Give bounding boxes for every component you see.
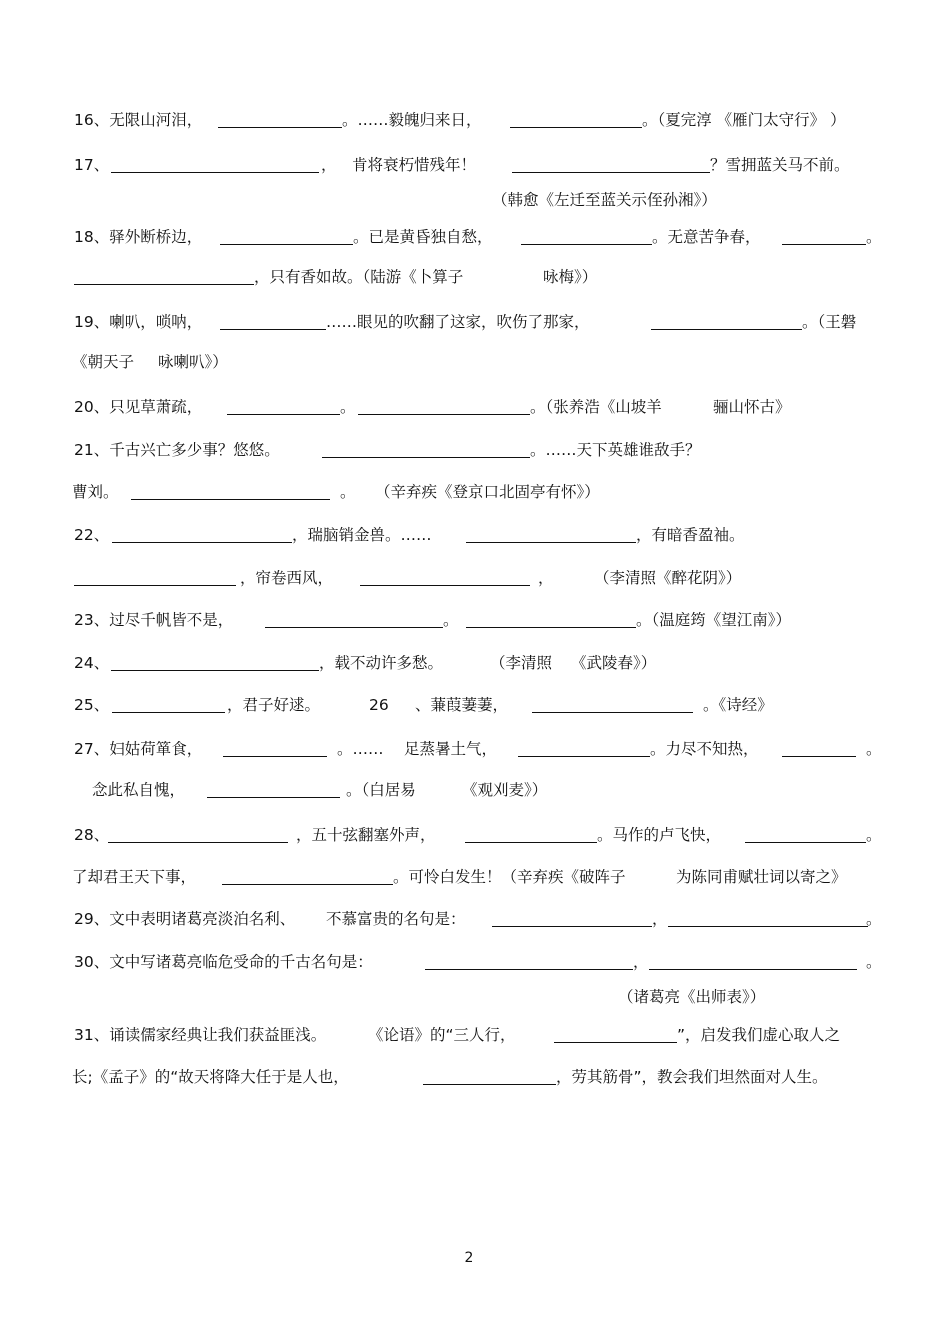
answer-blank[interactable] — [112, 712, 225, 713]
text-segment: ”，启发我们虚心取人之 — [677, 1026, 841, 1044]
text-segment: 长;《孟子》的“故天将降大任于是人也， — [72, 1068, 349, 1086]
question-18 — [0, 225, 950, 249]
text-segment: ， — [633, 953, 649, 971]
text-segment: ，有暗香盈袖。 — [636, 526, 745, 544]
answer-blank[interactable] — [223, 756, 327, 757]
text-segment: 。已是黄昏独自愁， — [353, 228, 493, 246]
text-segment: 肯将衰朽惜残年！ — [352, 156, 477, 174]
text-segment: ？雪拥蓝关马不前。 — [710, 156, 850, 174]
text-segment: ，五十弦翻塞外声， — [296, 826, 436, 844]
answer-blank[interactable] — [222, 884, 393, 885]
answer-blank[interactable] — [218, 127, 342, 128]
answer-blank[interactable] — [521, 244, 652, 245]
text-segment: 21、千古兴亡多少事？悠悠。 — [74, 441, 280, 459]
text-segment: 。 — [866, 826, 882, 844]
question-28-continued — [0, 865, 950, 889]
text-segment: 。 — [340, 398, 356, 416]
text-segment: 。（张养浩《山坡羊 — [530, 398, 662, 416]
text-segment: 。 — [866, 910, 882, 928]
answer-blank[interactable] — [112, 542, 292, 543]
text-segment: 了却君王天下事， — [72, 868, 197, 886]
answer-blank[interactable] — [207, 797, 340, 798]
text-segment: 为陈同甫赋壮词以寄之》 — [676, 868, 847, 886]
text-segment: 29、文中表明诸葛亮淡泊名利、 — [74, 910, 296, 928]
answer-blank[interactable] — [554, 1042, 677, 1043]
question-30 — [0, 950, 950, 974]
question-21-continued — [0, 480, 950, 504]
answer-blank[interactable] — [423, 1084, 556, 1085]
question-17 — [0, 153, 950, 177]
text-segment: ，只有香如故。（陆游《卜算子 — [254, 268, 464, 286]
question-24 — [0, 651, 950, 675]
answer-blank[interactable] — [425, 969, 633, 970]
text-segment: ， — [321, 156, 337, 174]
text-segment: 《观刈麦》） — [462, 781, 548, 799]
text-segment: 念此私自愧， — [92, 781, 186, 799]
answer-blank[interactable] — [358, 414, 530, 415]
answer-blank[interactable] — [649, 969, 857, 970]
question-22-continued — [0, 566, 950, 590]
answer-blank[interactable] — [668, 926, 868, 927]
text-segment: 。 — [866, 740, 882, 758]
answer-blank[interactable] — [466, 627, 636, 628]
text-segment: 。无意苦争春， — [652, 228, 761, 246]
text-segment: 骊山怀古》 — [713, 398, 791, 416]
text-segment: 16、无限山河泪， — [74, 111, 203, 129]
text-segment: 26 — [369, 696, 389, 714]
text-segment: 曹刘。 — [72, 483, 119, 501]
text-segment: 足蒸暑土气， — [404, 740, 498, 758]
text-segment: ，帘卷西风， — [240, 569, 334, 587]
text-segment: 。（王磐 — [802, 313, 857, 331]
text-segment: 31、诵读儒家经典让我们获益匪浅。 — [74, 1026, 327, 1044]
text-segment: （辛弃疾《登京口北固亭有怀》） — [375, 483, 600, 501]
text-segment: 。 — [866, 953, 882, 971]
answer-blank[interactable] — [111, 670, 319, 671]
text-segment: 27、妇姑荷箪食， — [74, 740, 203, 758]
question-19-continued — [0, 350, 950, 374]
text-segment: ， — [652, 910, 668, 928]
text-segment: ，君子好逑。 — [227, 696, 321, 714]
text-segment: 。（温庭筠《望江南》） — [636, 611, 792, 629]
text-segment: 19、喇叭，唢呐， — [74, 313, 203, 331]
question-21 — [0, 438, 950, 462]
text-segment: 《朝天子 — [72, 353, 135, 371]
text-segment: 。……毅魄归来日， — [342, 111, 482, 129]
answer-blank[interactable] — [651, 329, 802, 330]
text-segment: 、蒹葭萋萋， — [415, 696, 509, 714]
text-segment: 28、 — [74, 826, 110, 844]
answer-blank[interactable] — [782, 244, 866, 245]
text-segment: （韩愈《左迁至蓝关示侄孙湘》） — [492, 191, 717, 209]
answer-blank[interactable] — [465, 842, 597, 843]
text-segment: （李清照 — [490, 654, 553, 672]
question-31 — [0, 1023, 950, 1047]
question-17-source — [0, 188, 950, 212]
answer-blank[interactable] — [111, 172, 319, 173]
text-segment: 。 — [443, 611, 459, 629]
text-segment: 。可怜白发生！（辛弃疾《破阵子 — [393, 868, 626, 886]
text-segment: 18、驿外断桥边， — [74, 228, 203, 246]
question-29 — [0, 907, 950, 931]
answer-blank[interactable] — [220, 244, 353, 245]
text-segment: 。……天下英雄谁敌手？ — [530, 441, 701, 459]
text-segment: 23、过尽千帆皆不是， — [74, 611, 234, 629]
question-25-26 — [0, 693, 950, 717]
text-segment: 20、只见草萧疏， — [74, 398, 203, 416]
text-segment: 咏喇叭》） — [158, 353, 228, 371]
text-segment: 。 — [866, 228, 882, 246]
question-30-source — [0, 985, 950, 1009]
question-18-continued — [0, 265, 950, 289]
text-segment: 25、 — [74, 696, 110, 714]
answer-blank[interactable] — [265, 627, 443, 628]
question-27-continued — [0, 778, 950, 802]
answer-blank[interactable] — [512, 172, 710, 173]
answer-blank[interactable] — [466, 542, 636, 543]
question-16 — [0, 108, 950, 132]
answer-blank[interactable] — [518, 756, 650, 757]
answer-blank[interactable] — [131, 499, 330, 500]
answer-blank[interactable] — [360, 585, 530, 586]
text-segment: 。（夏完淳 《雁门太守行》 ） — [642, 111, 846, 129]
text-segment: 30、文中写诸葛亮临危受命的千古名句是： — [74, 953, 373, 971]
answer-blank[interactable] — [74, 284, 254, 285]
text-segment: ，载不动许多愁。 — [319, 654, 444, 672]
text-segment: 。（白居易 — [346, 781, 416, 799]
text-segment: （李清照《醉花阴》） — [594, 569, 742, 587]
text-segment: ， — [538, 569, 554, 587]
text-segment: （诸葛亮《出师表》） — [618, 988, 766, 1006]
text-segment: 22、 — [74, 526, 110, 544]
answer-blank[interactable] — [227, 414, 340, 415]
text-segment: 。 — [340, 483, 356, 501]
question-20 — [0, 395, 950, 419]
text-segment: ，劳其筋骨”，教会我们坦然面对人生。 — [556, 1068, 828, 1086]
text-segment: 《论语》的“三人行， — [368, 1026, 516, 1044]
answer-blank[interactable] — [108, 842, 288, 843]
answer-blank[interactable] — [220, 329, 326, 330]
answer-blank[interactable] — [492, 926, 652, 927]
answer-blank[interactable] — [74, 585, 236, 586]
text-segment: ，瑞脑销金兽。…… — [292, 526, 432, 544]
answer-blank[interactable] — [532, 712, 693, 713]
question-22 — [0, 523, 950, 547]
text-segment: 。…… — [337, 740, 384, 758]
question-28 — [0, 823, 950, 847]
text-segment: 17、 — [74, 156, 110, 174]
answer-blank[interactable] — [745, 842, 866, 843]
question-23 — [0, 608, 950, 632]
text-segment: 。马作的卢飞快， — [597, 826, 722, 844]
question-31-continued — [0, 1065, 950, 1089]
question-19 — [0, 310, 950, 334]
answer-blank[interactable] — [510, 127, 642, 128]
text-segment: 不慕富贵的名句是： — [326, 910, 466, 928]
text-segment: 。《诗经》 — [703, 696, 773, 714]
text-segment: 咏梅》） — [543, 268, 598, 286]
answer-blank[interactable] — [782, 756, 856, 757]
text-segment: 。力尽不知热， — [650, 740, 759, 758]
page-number: 2 — [464, 1250, 474, 1266]
answer-blank[interactable] — [322, 457, 530, 458]
text-segment: ……眼见的吹翻了这家，吹伤了那家， — [326, 313, 590, 331]
text-segment: 24、 — [74, 654, 110, 672]
question-27 — [0, 737, 950, 761]
text-segment: 《武陵春》） — [571, 654, 657, 672]
